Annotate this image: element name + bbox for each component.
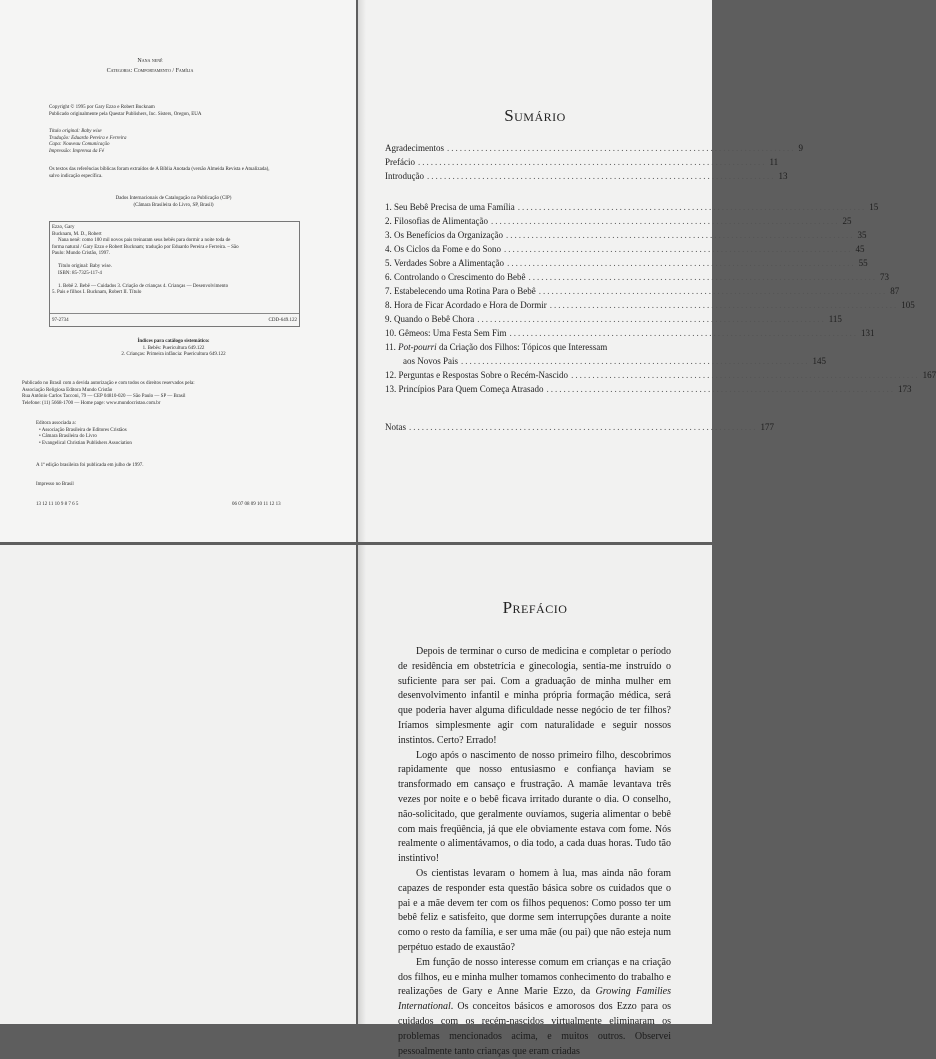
copyright-block	[49, 105, 201, 118]
toc-chapter: 1. Seu Bebê Precisa de uma Família .................................................................................. 15	[385, 202, 879, 212]
copyright-line: Copyright © 1995 por Gary Ezzo e Robert Bucknam	[49, 105, 155, 110]
copyright-page	[0, 0, 356, 542]
cip-number: 97-2734	[52, 318, 69, 323]
toc-chapter: 8. Hora de Ficar Acordado e Hora de Dormir .................................................................................. 105	[385, 300, 915, 310]
preface-paragraph: Em função de nosso interesse comum em crianças e na criação dos filhos, eu e minha mulher tomamos conhecimento do trabalho e realizações de Gary e Anne Marie Ezzo, da Growing Families International. Os conceitos básicos e amorosos dos Ezzo para os cuidados com os recém-nascidos virtualmente eliminaram os problemas mencionados acima, e muitos outros. Observei pessoalmente tanto crianças que eram criadas	[398, 956, 672, 1057]
blank-page	[0, 545, 356, 1024]
preface-paragraph: Os cientistas levaram o homem à lua, mas ainda não foram capazes de responder esta questão básica sobre os cuidados que o pai e a mãe devem ter com os filhos pequenos: Como posso ter um bebê feliz e satisfeito, que dorme sem interrupções durante a noite como o resto da família, e ser uma mãe (ou pai) que não esteja num perpétuo estado de exaustão?	[398, 867, 671, 953]
toc-chapter: 3. Os Benefícios da Organização .................................................................................. 35	[385, 230, 867, 240]
credits-block	[49, 129, 127, 155]
toc-notes: Notas .................................................................................. 177	[385, 422, 774, 432]
credit-line: Tradução: Eduardo Pereira e Ferreira	[49, 135, 127, 141]
toc-chapter-11: 11. Pot-pourri da Criação dos Filhos: Tópicos que Interessam	[385, 342, 608, 352]
leader-dots: ..................................................................................	[417, 157, 767, 167]
cdd-number: CDD-649.122	[268, 318, 297, 323]
cip-divider	[50, 313, 299, 314]
leader-dots: ..................................................................................	[446, 143, 796, 153]
printed-in: Impresso no Brasil	[36, 482, 74, 487]
series-name: Nana nenê	[137, 58, 163, 64]
associations-heading: Editora associada a:	[36, 421, 76, 426]
credit-line: Título original: Baby wise	[49, 129, 102, 134]
toc-entry: Agradecimentos .................................................................................. 9	[385, 143, 803, 153]
toc-chapter: 10. Gêmeos: Uma Festa Sem Fim .................................................................................. 131	[385, 328, 875, 338]
credit-line: Impressão: Imprensa da Fé	[49, 148, 105, 154]
toc-chapter: 7. Estabelecendo uma Rotina Para o Bebê .................................................................................. 87	[385, 286, 900, 296]
preface-paragraph: Logo após o nascimento de nosso primeiro filho, descobrimos rapidamente que nosso entusiasmo e confiança haviam se transformado em cansaço e frustração. A mamãe levantava três vezes por noite e o bebê ficava irritado durante o dia. O conselho, não-solicitado, que geralmente ouvíamos, sugeria alimentar o bebê com mais freqüência, já que ele obviamente estava com fome. Nós realmente o alimentávamos, o dia todo, a cada duas horas. Tudo tão instintivo!	[398, 749, 671, 865]
toc-chapter: 12. Perguntas e Respostas Sobre o Recém-Nascido .................................................................................. 167	[385, 370, 936, 380]
toc-chapter: 5. Verdades Sobre a Alimentação .................................................................................. 55	[385, 258, 868, 268]
toc-entry: Prefácio .................................................................................. 11	[385, 157, 779, 167]
toc-chapter: 6. Controlando o Crescimento do Bebê .................................................................................. 73	[385, 272, 889, 282]
preface-page	[358, 545, 712, 1057]
copyright-line: Publicado originalmente pela Questar Publishers, Inc. Sisters, Oregon, EUA	[49, 111, 202, 117]
publisher-block: Publicado no Brasil com a devida autorização e com todos os direitos reservados pela: Associação Religiosa Editora Mundo Cristão Rua Antônio Carlos Tacconi, 79 — CEP 04810-020 — São Paulo — SP — Brasil Telefone: (11) 5668-1700 — Home page: www.mundocristao.com.br	[22, 381, 195, 406]
summary-page	[358, 0, 936, 542]
toc-chapter: 2. Filosofias de Alimentação .................................................................................. 25	[385, 216, 852, 226]
toc-chapter-11-continued: aos Novos Pais .................................................................................. 145	[403, 356, 827, 366]
cip-heading: Dados Internacionais de Catalogação na Publicação (CIP) (Câmara Brasileira do Livro, SP, Brasil)	[115, 196, 232, 208]
cip-catalog-box	[49, 221, 300, 327]
credit-line: Capa: Nouveau Comunicação	[49, 142, 110, 147]
print-run-right: 06 07 08 09 10 11 12 13	[232, 502, 281, 507]
toc-chapter: 13. Princípios Para Quem Começa Atrasado .................................................................................. 173	[385, 384, 912, 394]
print-run-left: 13 12 11 10 9 8 7 6 5	[36, 502, 79, 507]
index-block: Índices para catálogo sistemático: 1. Bebês: Puericultura 649.122 2. Crianças: Primeira infância: Puericultura 649.122	[49, 339, 298, 359]
summary-title: Sumário	[504, 106, 566, 125]
leader-dots: ..................................................................................	[426, 171, 776, 181]
bible-note: Os textos das referências bíblicas foram extraídos de A Bíblia Anotada (versão Almeida Revista e Atualizada), salvo indicação específica.	[49, 167, 270, 179]
preface-body	[398, 645, 671, 1059]
toc-entry: Introdução .................................................................................. 13	[385, 171, 788, 181]
book-category: Categoria: Comportamento / Família	[106, 68, 194, 74]
index-heading: Índices para catálogo sistemático:	[137, 339, 210, 344]
preface-paragraph: Depois de terminar o curso de medicina e completar o período de residência em obstetrícia e ginecologia, sentia-me instruído o suficiente para ser pai. Com a graduação de minha mulher em desenvolvimento infantil e minha própria formação médica, será que poderia haver alguma dificuldade nesse negócio de ter filhos? Iríamos simplesmente agir com naturalidade e seguir nossos instintos. Certo? Errado!	[398, 646, 671, 746]
cip-entry: Ezzo, Gary Bucknam, M. D., Robert Nana nenê: como 100 mil novos pais treinaram seus bebês para dormir a noite toda de forma natural / Gary Ezzo e Robert Bucknam; tradução por Eduardo Pereira e Ferreira. – São Paulo: Mundo Cristão, 1997. Título original: Baby wise. ISBN: 85-7325-117-4 1. Bebê 2. Bebê — Cuidados 3. Criação de crianças 4. Crianças — Desenvolvimento 5. Pais e filhos I. Bucknam, Robert II. Título	[52, 225, 239, 295]
preface-title: Prefácio	[502, 598, 568, 617]
associations-block: Editora associada a: • Associação Brasileira de Editores Cristãos • Câmara Brasileira do Livro • Evangelical Christian Publishers Association	[36, 421, 132, 446]
toc-chapter: 4. Os Ciclos da Fome e do Sono .................................................................................. 45	[385, 244, 865, 254]
edition-note: A 1ª edição brasileira foi publicada em julho de 1997.	[36, 463, 144, 468]
toc-chapter: 9. Quando o Bebê Chora .................................................................................. 115	[385, 314, 842, 324]
